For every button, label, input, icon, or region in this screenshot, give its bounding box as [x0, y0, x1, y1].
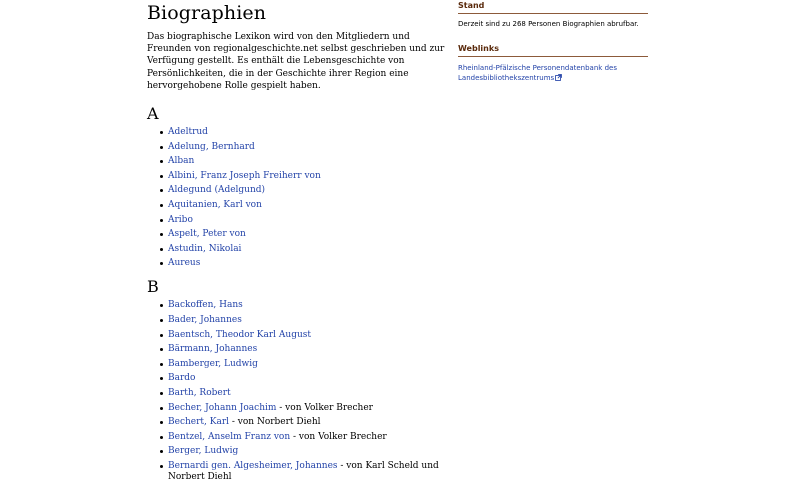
biography-link[interactable]: Adeltrud	[168, 127, 208, 138]
bullet-icon	[160, 363, 163, 366]
bullet-icon	[160, 262, 163, 265]
sidebar-stand-text: Derzeit sind zu 268 Personen Biographien abrufbar.	[458, 20, 639, 28]
bullet-icon	[160, 377, 163, 380]
bullet-icon	[160, 450, 163, 453]
author-credit: - von Volker Brecher	[276, 402, 373, 413]
list-item	[160, 446, 447, 457]
personendatenbank-link[interactable]	[458, 64, 617, 82]
biography-link[interactable]: Aquitanien, Karl von	[168, 199, 262, 210]
list-item	[160, 373, 447, 384]
sidebar	[458, 0, 648, 84]
list-item	[160, 432, 447, 443]
list-item	[160, 142, 447, 153]
weblink-label: Rheinland-Pfälzische Personendatenbank des Landesbibliothekszentrums	[458, 64, 617, 82]
biography-list-b	[147, 300, 447, 483]
biography-link[interactable]: Aribo	[168, 214, 193, 225]
list-item	[160, 300, 447, 311]
list-item	[160, 185, 447, 196]
biography-link[interactable]: Bärmann, Johannes	[168, 344, 258, 355]
biography-link[interactable]: Barth, Robert	[168, 387, 231, 398]
bullet-icon	[160, 189, 163, 192]
biography-link[interactable]: Astudin, Nikolai	[168, 243, 242, 254]
biography-link[interactable]: Bechert, Karl	[168, 417, 230, 428]
biography-link[interactable]: Aspelt, Peter von	[168, 229, 246, 240]
bullet-icon	[160, 465, 163, 468]
biography-link[interactable]: Aureus	[168, 258, 201, 269]
biography-link[interactable]: Baentsch, Theodor Karl August	[168, 329, 312, 340]
letter-heading-b: B	[147, 277, 159, 297]
biography-link[interactable]: Bernardi gen. Algesheimer, Johannes	[168, 460, 338, 471]
letter-heading-a: A	[147, 104, 159, 124]
author-credit: - von Norbert Diehl	[229, 417, 321, 428]
biography-link[interactable]: Backoffen, Hans	[168, 300, 243, 311]
author-credit: - von Volker Brecher	[293, 431, 387, 442]
list-item	[160, 200, 447, 211]
bullet-icon	[160, 334, 163, 337]
list-item	[160, 171, 447, 182]
bullet-icon	[160, 146, 163, 149]
list-item	[160, 403, 447, 414]
biography-link[interactable]: Bamberger, Ludwig	[168, 358, 258, 369]
bullet-icon	[160, 407, 163, 410]
biography-link[interactable]: Bardo	[168, 373, 196, 384]
sidebar-weblinks-heading: Weblinks	[458, 43, 648, 57]
biography-link[interactable]: Aldegund (Adelgund)	[168, 185, 266, 196]
bullet-icon	[160, 392, 163, 395]
biography-link[interactable]: Bentzel, Anselm Franz von	[168, 431, 294, 442]
list-item	[160, 229, 447, 240]
biography-link[interactable]: Adelung, Bernhard	[168, 141, 255, 152]
main-content	[147, 0, 447, 486]
biography-link[interactable]: Albini, Franz Joseph Freiherr von	[168, 170, 321, 181]
bullet-icon	[160, 248, 163, 251]
biography-list-a	[147, 127, 447, 269]
biography-link[interactable]: Becher, Johann Joachim	[168, 402, 277, 413]
bullet-icon	[160, 175, 163, 178]
list-item	[160, 315, 447, 326]
bullet-icon	[160, 131, 163, 134]
list-item	[160, 388, 447, 399]
biography-link[interactable]: Berger, Ludwig	[168, 446, 239, 457]
author-credit: - von Karl Scheld und Norbert Diehl	[168, 460, 439, 482]
biography-link[interactable]: Bader, Johannes	[168, 314, 242, 325]
bullet-icon	[160, 319, 163, 322]
bullet-icon	[160, 348, 163, 351]
bullet-icon	[160, 436, 163, 439]
list-item	[160, 461, 447, 483]
external-link-icon	[555, 74, 562, 85]
sidebar-weblink-item	[458, 64, 648, 84]
sidebar-stand-heading: Stand	[458, 0, 648, 14]
bullet-icon	[160, 304, 163, 307]
list-item	[160, 330, 447, 341]
bullet-icon	[160, 421, 163, 424]
list-item	[160, 359, 447, 370]
list-item	[160, 156, 447, 167]
intro-text: Das biographische Lexikon wird von den Mitgliedern und Freunden von regionalgeschichte.net selbst geschrieben und zur Verfügung gestellt. Es enthält die Lebensgeschichte von Persönlichkeiten, die in der Geschichte ihrer Region eine hervorgehobene Rolle gespielt haben.	[147, 32, 445, 91]
bullet-icon	[160, 160, 163, 163]
list-item	[160, 244, 447, 255]
bullet-icon	[160, 233, 163, 236]
bullet-icon	[160, 219, 163, 222]
bullet-icon	[160, 204, 163, 207]
biography-link[interactable]: Alban	[168, 156, 195, 167]
list-item	[160, 417, 447, 428]
list-item	[160, 344, 447, 355]
list-item	[160, 215, 447, 226]
list-item	[160, 127, 447, 138]
page-title: Biographien	[147, 2, 267, 24]
list-item	[160, 258, 447, 269]
